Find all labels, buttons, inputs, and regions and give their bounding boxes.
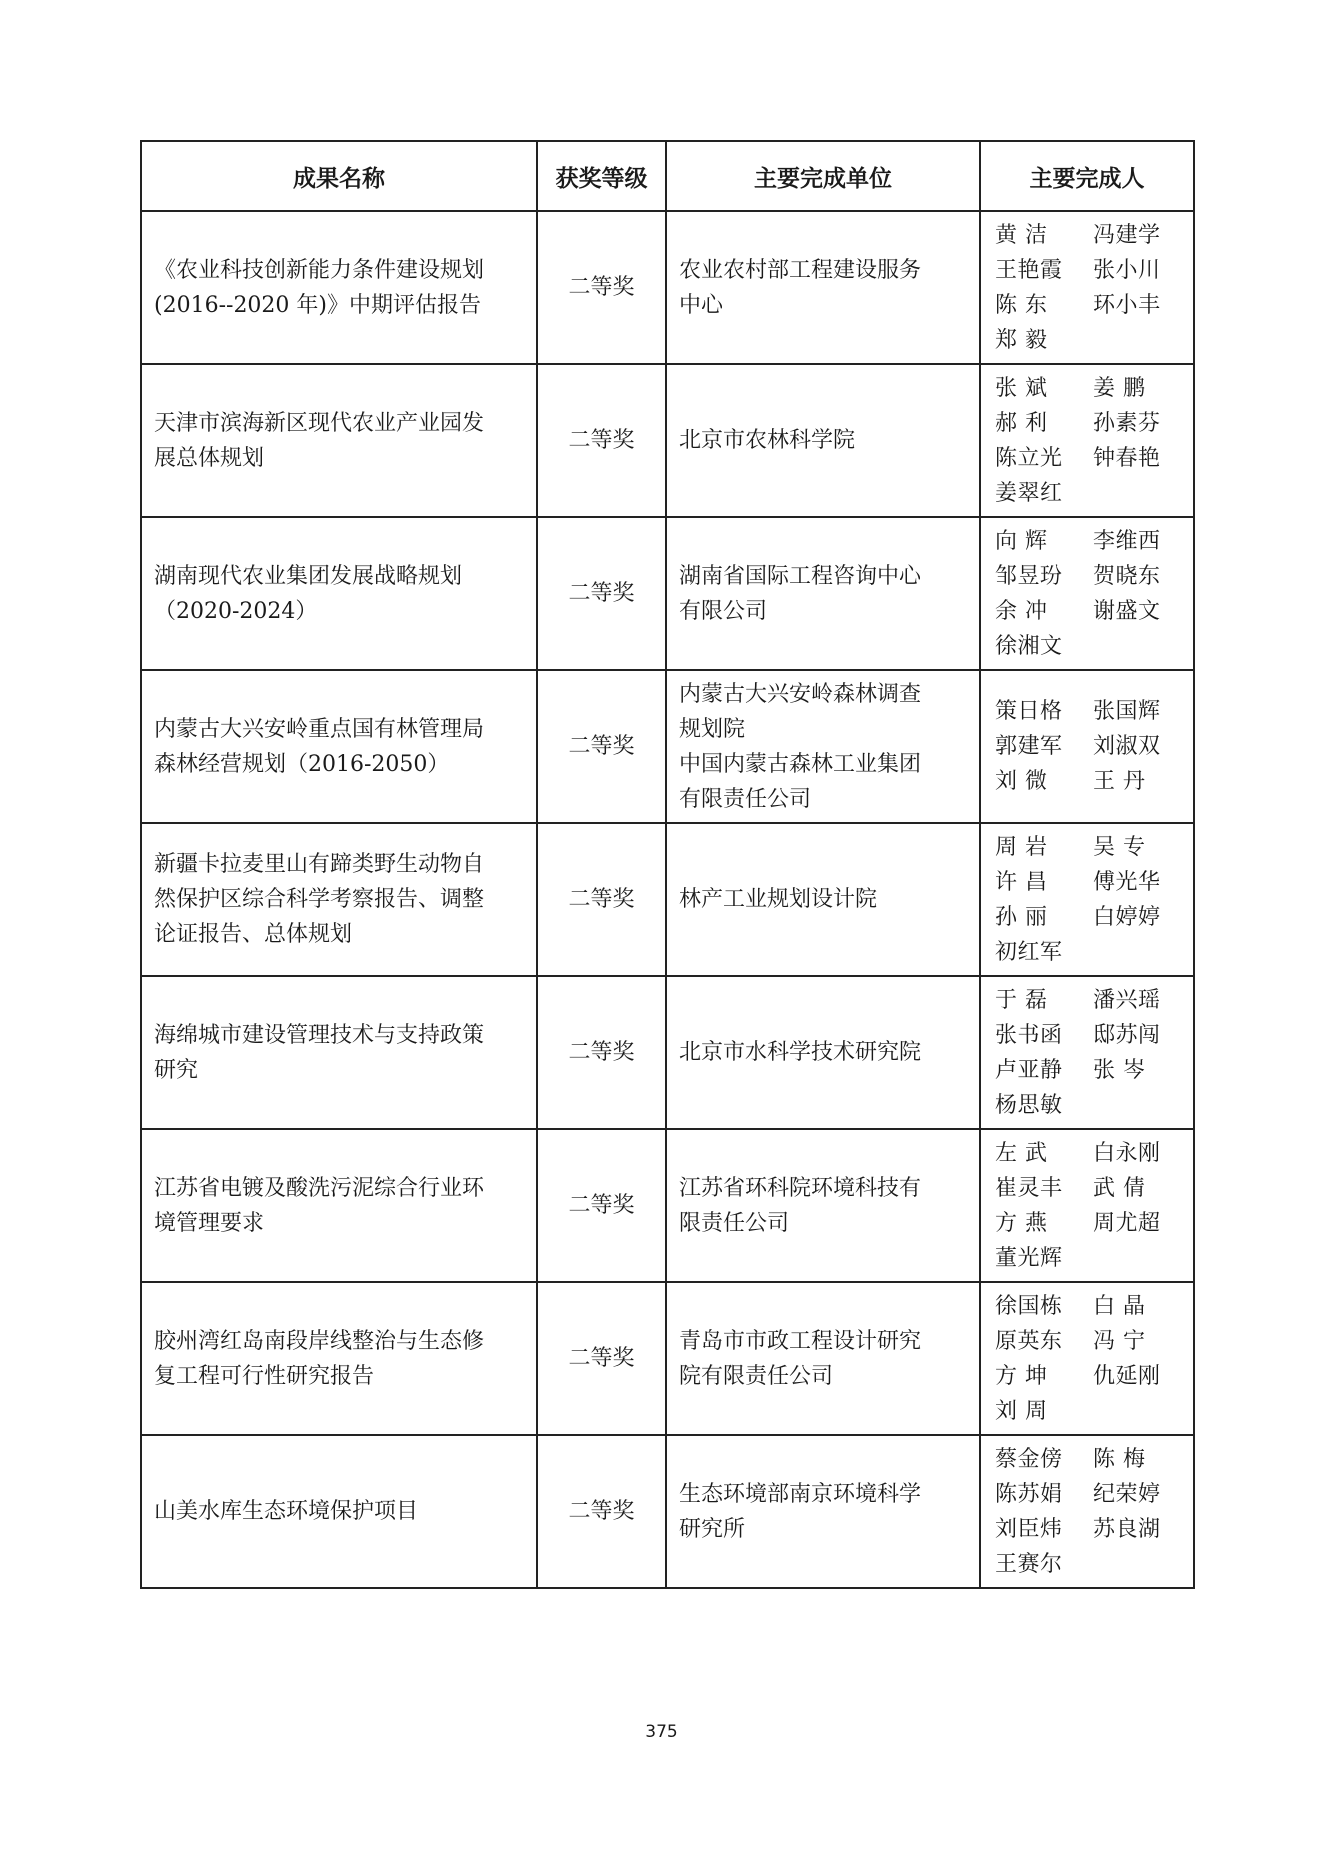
achievement-name-line: 山美水库生态环境保护项目: [154, 1499, 419, 1524]
person-name: 纪荣婷: [1093, 1481, 1161, 1507]
table-row: [141, 364, 1194, 517]
achievement-name-cell: [141, 1435, 537, 1588]
header-main-people: 主要完成人: [980, 141, 1194, 211]
achievement-name-line: （2020-2024）: [154, 598, 318, 624]
person-name: 许 昌: [995, 869, 1048, 895]
person-name: 于 磊: [995, 987, 1048, 1013]
person-name: 张小川: [1093, 257, 1161, 283]
main-people-cell: [980, 1435, 1194, 1588]
person-name: 方 坤: [995, 1363, 1048, 1389]
person-name: 傅光华: [1093, 869, 1161, 895]
person-name: 邸苏闯: [1093, 1022, 1161, 1048]
person-name: 孙 丽: [995, 904, 1048, 930]
people-list: [995, 830, 1183, 970]
main-unit-line: 林产工业规划设计院: [679, 887, 878, 912]
main-unit-line: 北京市水科学技术研究院: [679, 1040, 922, 1065]
main-people-cell: [980, 517, 1194, 670]
header-award-level: 获奖等级: [537, 141, 666, 211]
person-name: 白婷婷: [1093, 904, 1161, 930]
main-unit-cell: [666, 1435, 980, 1588]
award-level-cell: 二等奖: [537, 670, 666, 823]
person-name: 刘 微: [995, 769, 1048, 794]
achievement-name-line: 展总体规划: [154, 445, 265, 471]
achievement-name-line: 胶州湾红岛南段岸线整治与生态修: [154, 1328, 485, 1354]
main-people-cell: [980, 823, 1194, 976]
person-name: 黄 洁: [995, 222, 1048, 248]
header-main-unit: 主要完成单位: [666, 141, 980, 211]
person-name: 郑 毅: [995, 327, 1048, 353]
achievement-name-line: 天津市滨海新区现代农业产业园发: [154, 410, 485, 436]
person-name: 张国辉: [1093, 699, 1161, 724]
achievement-name-line: 研究: [154, 1057, 199, 1083]
achievement-name-cell: [141, 517, 537, 670]
person-name: 仇延刚: [1093, 1363, 1161, 1389]
main-unit-line: 农业农村部工程建设服务: [679, 257, 922, 283]
table-row: [141, 976, 1194, 1129]
person-name: 刘淑双: [1093, 734, 1161, 759]
person-name: 李维西: [1093, 528, 1161, 554]
table-row: [141, 517, 1194, 670]
person-name: 向 辉: [995, 528, 1048, 554]
person-name: 环小丰: [1093, 292, 1161, 318]
person-name: 张书函: [995, 1022, 1063, 1048]
person-name: 贺晓东: [1093, 563, 1161, 589]
person-name: 潘兴瑶: [1093, 987, 1161, 1013]
main-people-cell: [980, 211, 1194, 364]
person-name: 原英东: [995, 1328, 1063, 1354]
award-level-cell: 二等奖: [537, 211, 666, 364]
person-name: 初红军: [995, 939, 1063, 965]
people-list: [995, 983, 1183, 1123]
achievement-name-line: 《农业科技创新能力条件建设规划: [154, 257, 485, 283]
person-name: 姜翠红: [995, 480, 1063, 506]
person-name: 武 倩: [1093, 1175, 1146, 1201]
achievement-name-cell: [141, 823, 537, 976]
person-name: 卢亚静: [995, 1057, 1063, 1083]
table-row: [141, 211, 1194, 364]
person-name: 张 斌: [995, 375, 1048, 401]
main-unit-line: 中国内蒙古森林工业集团: [679, 751, 922, 777]
person-name: 王赛尔: [995, 1551, 1063, 1577]
person-name: 郝 利: [995, 410, 1048, 436]
main-unit-cell: [666, 211, 980, 364]
people-list: [995, 371, 1183, 511]
achievement-name-line: 森林经营规划（2016-2050）: [154, 751, 450, 777]
header-row: [141, 141, 1194, 211]
main-unit-line: 有限责任公司: [679, 786, 812, 812]
main-unit-line: 生态环境部南京环境科学: [679, 1481, 922, 1507]
main-unit-line: 江苏省环科院环境科技有: [679, 1175, 922, 1201]
people-list: [995, 1289, 1183, 1429]
people-list: [995, 1442, 1183, 1582]
award-level-cell: 二等奖: [537, 364, 666, 517]
achievement-name-cell: [141, 670, 537, 823]
person-name: 杨思敏: [995, 1092, 1063, 1118]
person-name: 蔡金傍: [995, 1446, 1063, 1472]
person-name: 徐国栋: [995, 1293, 1063, 1319]
person-name: 策日格: [995, 699, 1063, 724]
table-row: [141, 823, 1194, 976]
main-unit-line: 青岛市市政工程设计研究: [679, 1328, 922, 1354]
achievement-name-cell: [141, 1282, 537, 1435]
person-name: 谢盛文: [1093, 598, 1161, 624]
person-name: 冯 宁: [1093, 1328, 1146, 1354]
people-list: [995, 694, 1183, 799]
main-people-cell: [980, 1129, 1194, 1282]
main-unit-cell: [666, 517, 980, 670]
achievement-name-line: 论证报告、总体规划: [154, 922, 353, 947]
award-level-cell: 二等奖: [537, 1435, 666, 1588]
achievement-name-line: 海绵城市建设管理技术与支持政策: [154, 1022, 485, 1048]
page-number: 375: [645, 1722, 678, 1742]
header-achievement-name: 成果名称: [141, 141, 537, 211]
person-name: 王 丹: [1093, 769, 1146, 794]
person-name: 邹昱玢: [995, 563, 1063, 589]
person-name: 王艳霞: [995, 257, 1063, 283]
people-list: [995, 1136, 1183, 1276]
person-name: 余 冲: [995, 598, 1048, 624]
main-unit-cell: [666, 670, 980, 823]
person-name: 苏良湖: [1093, 1516, 1161, 1542]
achievement-name-line: 湖南现代农业集团发展战略规划: [154, 563, 463, 589]
person-name: 白永刚: [1093, 1140, 1161, 1166]
person-name: 崔灵丰: [995, 1175, 1063, 1201]
main-unit-cell: [666, 1282, 980, 1435]
person-name: 方 燕: [995, 1210, 1048, 1236]
table-row: [141, 670, 1194, 823]
main-people-cell: [980, 670, 1194, 823]
main-unit-line: 湖南省国际工程咨询中心: [679, 563, 922, 589]
person-name: 孙素芬: [1093, 410, 1161, 436]
person-name: 陈 东: [995, 292, 1048, 318]
award-table: [140, 140, 1195, 1589]
award-level-cell: 二等奖: [537, 1282, 666, 1435]
people-list: [995, 218, 1183, 358]
table-row: [141, 1282, 1194, 1435]
person-name: 钟春艳: [1093, 445, 1161, 471]
award-level-cell: 二等奖: [537, 823, 666, 976]
achievement-name-line: 复工程可行性研究报告: [154, 1363, 375, 1389]
achievement-name-line: 内蒙古大兴安岭重点国有林管理局: [154, 716, 485, 742]
person-name: 郭建军: [995, 734, 1063, 759]
main-unit-line: 有限公司: [679, 598, 768, 624]
person-name: 冯建学: [1093, 222, 1161, 248]
person-name: 姜 鹏: [1093, 375, 1146, 401]
achievement-name-cell: [141, 1129, 537, 1282]
person-name: 周 岩: [995, 834, 1048, 860]
main-unit-cell: [666, 1129, 980, 1282]
main-unit-line: 内蒙古大兴安岭森林调查: [679, 681, 922, 707]
person-name: 白 晶: [1093, 1293, 1146, 1319]
main-people-cell: [980, 364, 1194, 517]
main-unit-line: 规划院: [679, 716, 746, 742]
person-name: 董光辉: [995, 1245, 1063, 1271]
people-list: [995, 524, 1183, 664]
achievement-name-cell: [141, 211, 537, 364]
main-unit-line: 中心: [679, 292, 724, 318]
award-level-cell: 二等奖: [537, 1129, 666, 1282]
table-row: [141, 1129, 1194, 1282]
award-level-cell: 二等奖: [537, 976, 666, 1129]
main-unit-line: 研究所: [679, 1516, 746, 1542]
main-unit-cell: [666, 364, 980, 517]
person-name: 陈 梅: [1093, 1446, 1146, 1472]
main-people-cell: [980, 976, 1194, 1129]
person-name: 陈苏娟: [995, 1481, 1063, 1507]
table-row: [141, 1435, 1194, 1588]
main-unit-cell: [666, 823, 980, 976]
achievement-name-line: 江苏省电镀及酸洗污泥综合行业环: [154, 1175, 485, 1201]
achievement-name-line: (2016--2020 年)》中期评估报告: [154, 292, 482, 318]
person-name: 左 武: [995, 1140, 1048, 1166]
main-unit-line: 院有限责任公司: [679, 1363, 834, 1389]
main-unit-line: 限责任公司: [679, 1210, 790, 1236]
achievement-name-line: 境管理要求: [154, 1210, 265, 1236]
main-unit-line: 北京市农林科学院: [679, 428, 856, 453]
person-name: 刘 周: [995, 1398, 1048, 1424]
achievement-name-line: 然保护区综合科学考察报告、调整: [154, 887, 485, 912]
achievement-name-cell: [141, 976, 537, 1129]
table-body: [141, 211, 1194, 1588]
person-name: 刘臣炜: [995, 1516, 1063, 1542]
person-name: 陈立光: [995, 445, 1063, 471]
award-level-cell: 二等奖: [537, 517, 666, 670]
achievement-name-cell: [141, 364, 537, 517]
achievement-name-line: 新疆卡拉麦里山有蹄类野生动物自: [154, 852, 485, 877]
main-unit-cell: [666, 976, 980, 1129]
person-name: 周尤超: [1093, 1210, 1161, 1236]
person-name: 徐湘文: [995, 633, 1063, 659]
person-name: 张 岑: [1093, 1057, 1146, 1083]
person-name: 吴 专: [1093, 834, 1146, 860]
main-people-cell: [980, 1282, 1194, 1435]
